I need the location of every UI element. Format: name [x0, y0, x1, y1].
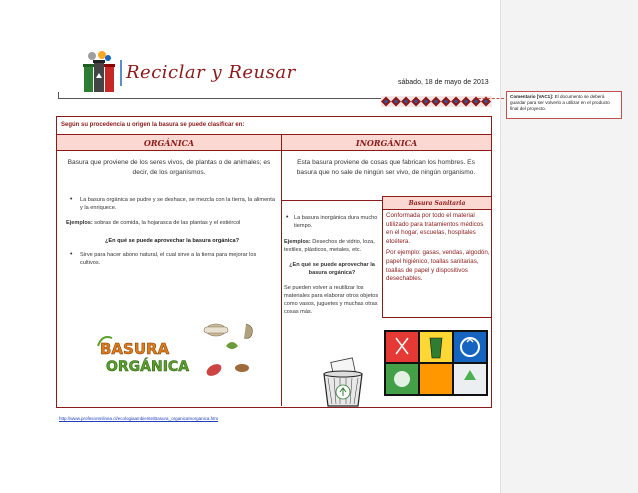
- source-link[interactable]: http://www.profesorenlinea.cl/ecologiaambiente/Basura_organicaInorganica.htm: [59, 416, 219, 421]
- organica-heading: ORGÁNICA: [57, 135, 282, 151]
- sanitaria-heading: Basura Sanitaria: [383, 197, 491, 210]
- organica-question: ¿En qué se puede aprovechar la basura orgánica?: [105, 238, 239, 244]
- sanitaria-text: [386, 212, 490, 287]
- recycling-poster-icon: [384, 330, 488, 396]
- svg-text:ORGÁNICA: ORGÁNICA: [106, 359, 190, 375]
- header-date: sábado, 18 de mayo de 2013: [398, 79, 489, 86]
- inorganica-body: [284, 214, 380, 323]
- review-comment[interactable]: [506, 91, 622, 119]
- organica-bullet-2: • Sirve para hacer abono natural, el cual sirve a la tierra para mejorar los cultivos.: [66, 251, 278, 267]
- basura-organica-logo: [96, 316, 266, 386]
- inorganica-definition: Esta basura proviene de cosas que fabrican los hombres. Es basura que no sale de ningún ser vivo, de ningún organismo.: [296, 159, 476, 176]
- inorganica-examples-label: Ejemplos:: [284, 239, 311, 245]
- svg-text:BASURA: BASURA: [100, 340, 170, 358]
- organica-examples-label: Ejemplos:: [66, 220, 93, 226]
- inorganica-question: ¿En qué se puede aprovechar la basura orgánica?: [289, 262, 375, 276]
- inorganica-examples: [284, 238, 380, 254]
- inorganica-examples-text: Desechos de vidrio, loza, textiles, plásticos, metales, etc.: [284, 239, 375, 253]
- organica-examples-text: sobras de comida, la hojarasca de las plantas y el estiércol: [92, 220, 241, 226]
- recycle-bin-icon: [318, 356, 368, 408]
- recycling-bins-icon: [82, 50, 116, 96]
- organica-bullet-1: • La basura orgánica se pudre y se deshace, se mezcla con la tierra, la alimenta y la enriquece.: [66, 196, 278, 212]
- comment-margin: [500, 0, 638, 493]
- column-divider: [281, 150, 282, 406]
- comment-text: El documento se deberá guardar para ser volverlo a utilizar en el producto final del proyecto.: [510, 94, 610, 111]
- header-accent-bar: [120, 60, 122, 86]
- organica-examples: [66, 219, 278, 227]
- sanitaria-text-2: Por ejemplo: gasas, vendas, algodón, papel higiénico, toallas sanitarias, toallas de papel y dispositivos desechables.: [386, 249, 490, 283]
- page-title: Reciclar y Reusar: [126, 62, 296, 83]
- decorative-pattern-icon: [381, 96, 492, 107]
- inorganica-heading: INORGÁNICA: [282, 135, 491, 151]
- intro-text: Según su procedencia u origen la basura se puede clasificar en:: [57, 117, 491, 135]
- organica-definition: Basura que proviene de los seres vivos, de plantas o de animales; es decir, de los organismos.: [67, 159, 271, 176]
- comment-label: Comentario [VAC1]:: [510, 94, 554, 99]
- comment-connector: [478, 98, 504, 99]
- inorganica-reuse: Se pueden volver a reutilizar los materiales para elaborar otros objetos como vasos, juguetes y muchas otras cosas más.: [284, 285, 379, 315]
- inorganica-bullet-1: • La basura inorgánica dura mucho tiempo.: [284, 214, 380, 230]
- organica-body: [66, 196, 278, 274]
- sanitaria-text-1: Conformada por todo el material utilizado para tratamientos médicos en el hogar, escuelas, hospitales etcétera.: [386, 212, 484, 245]
- sanitaria-box: [382, 196, 492, 318]
